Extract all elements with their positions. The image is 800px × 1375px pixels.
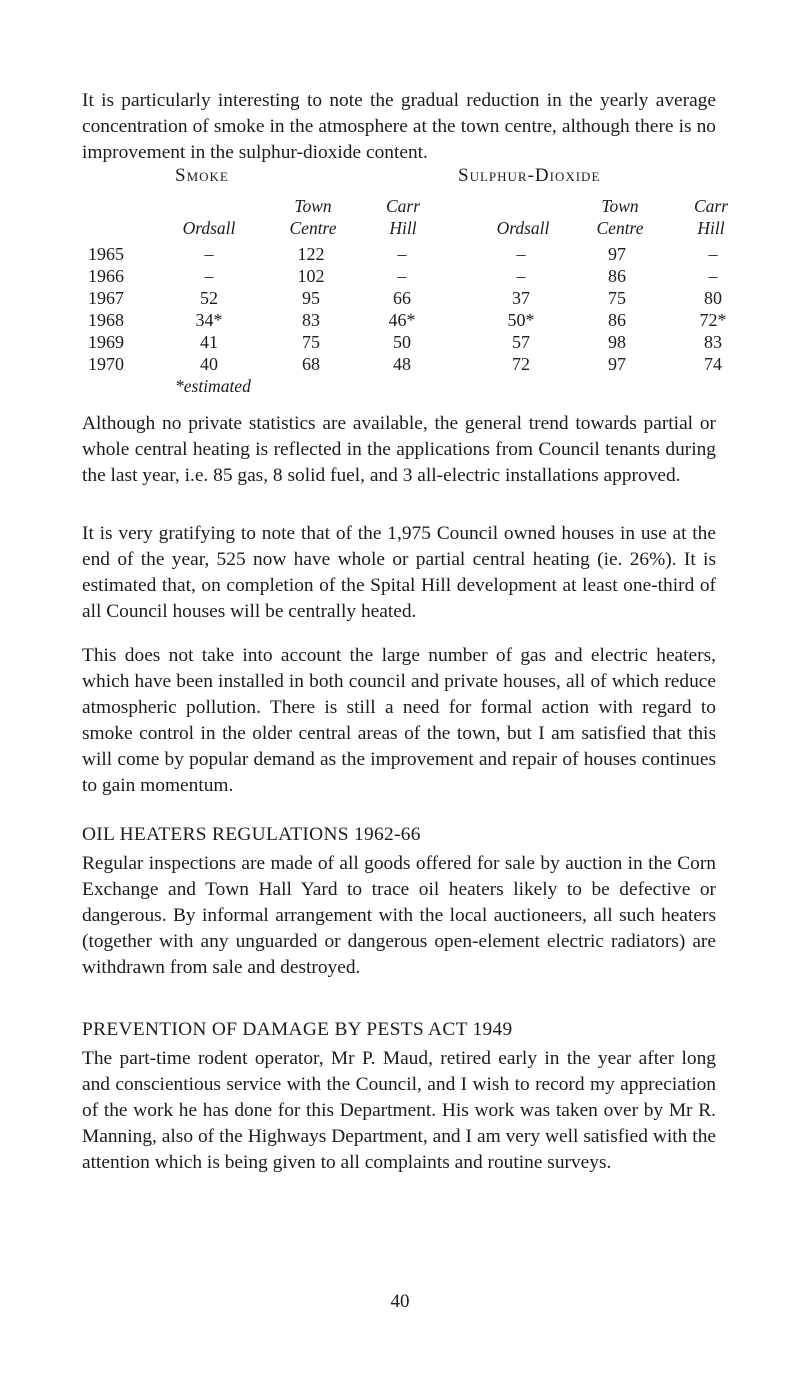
cell-smoke-ordsall: –: [204, 244, 214, 264]
cell-so2-ordsall: –: [516, 244, 526, 264]
cell-smoke-town: 68: [302, 354, 320, 374]
cell-smoke-town: 122: [297, 244, 325, 264]
cell-so2-ordsall: 57: [512, 332, 530, 352]
row-year: 1967: [88, 288, 124, 308]
cell-smoke-carr: 48: [393, 354, 411, 374]
oil-heaters-paragraph: Regular inspections are made of all goods offered for sale by auction in the Corn Exchange and Town Hall Yard to trace oil heaters likely to be defective or dangerous. By informal arrangement with the local auctioneers, all such heaters (together with any unguarded or dangerous open-element electric radiators) are withdrawn from sale and destroyed.: [82, 853, 716, 978]
cell-smoke-ordsall: 40: [200, 354, 218, 374]
cell-so2-town: 86: [608, 310, 626, 330]
cell-so2-town: 97: [608, 244, 626, 264]
cell-so2-ordsall: 37: [512, 288, 530, 308]
cell-so2-town: 75: [608, 288, 626, 308]
cell-smoke-ordsall: 41: [200, 332, 218, 352]
cell-so2-ordsall: 72: [512, 354, 530, 374]
col-header-smoke-carr-1: Carr: [385, 196, 421, 216]
col-header-so2-town-1: Town: [601, 196, 639, 216]
col-header-smoke-town-1: Town: [294, 196, 332, 216]
row-year: 1969: [88, 332, 124, 352]
cell-smoke-ordsall: 52: [200, 288, 218, 308]
cell-smoke-carr: 46*: [388, 310, 416, 330]
heading-pests-act: PREVENTION OF DAMAGE BY PESTS ACT 1949: [82, 1019, 513, 1040]
group-header-sulphur-dioxide: Sulphur-Dioxide: [458, 165, 601, 186]
heaters-paragraph: This does not take into account the large number of gas and electric heaters, which have been installed in both council and private houses, all of which reduce atmospheric pollution. There is still a need for formal action with regard to smoke control in the older central areas of the town, but I am satisfied that this will come by popular demand as the improvement and repair of houses continues to gain momentum.: [82, 645, 716, 796]
row-year: 1970: [88, 354, 124, 374]
cell-so2-carr: 74: [704, 354, 722, 374]
heating-paragraph: Although no private statistics are available, the general trend towards partial or whole central heating is reflected in the applications from Council tenants during the last year, i.e. 85 gas, 8 solid fuel, and 3 all-electric installations approved.: [82, 413, 716, 486]
cell-so2-carr: –: [708, 266, 718, 286]
col-header-so2-town-2: Centre: [596, 218, 644, 238]
page-number: 40: [390, 1291, 410, 1312]
cell-smoke-ordsall: –: [204, 266, 214, 286]
cell-smoke-carr: –: [397, 244, 407, 264]
cell-so2-ordsall: –: [516, 266, 526, 286]
cell-so2-carr: 72*: [699, 310, 727, 330]
row-year: 1968: [88, 310, 124, 330]
cell-smoke-ordsall: 34*: [195, 310, 223, 330]
cell-so2-town: 98: [608, 332, 626, 352]
cell-so2-carr: –: [708, 244, 718, 264]
cell-smoke-carr: –: [397, 266, 407, 286]
cell-smoke-carr: 66: [393, 288, 411, 308]
cell-so2-town: 86: [608, 266, 626, 286]
pests-paragraph: The part-time rodent operator, Mr P. Maud, retired early in the year after long and conscientious service with the Council, and I wish to record my appreciation of the work he has done for this Department. His work was taken over by Mr R. Manning, also of the Highways Department, and I am very well satisfied with the attention which is being given to all complaints and routine surveys.: [82, 1048, 716, 1173]
intro-paragraph: It is particularly interesting to note the gradual reduction in the yearly average concentration of smoke in the atmosphere at the town centre, although there is no improvement in the sulphur-dioxide content.: [82, 90, 716, 163]
col-header-smoke-carr-2: Hill: [389, 218, 417, 238]
cell-so2-carr: 83: [704, 332, 722, 352]
cell-smoke-carr: 50: [393, 332, 411, 352]
col-header-so2-carr-2: Hill: [697, 218, 725, 238]
cell-smoke-town: 95: [302, 288, 320, 308]
cell-so2-ordsall: 50*: [507, 310, 535, 330]
row-year: 1965: [88, 244, 124, 264]
cell-smoke-town: 75: [302, 332, 320, 352]
cell-so2-carr: 80: [704, 288, 722, 308]
cell-smoke-town: 83: [302, 310, 320, 330]
row-year: 1966: [88, 266, 124, 286]
col-header-so2-carr-1: Carr: [693, 196, 729, 216]
table-footnote: *estimated: [175, 376, 251, 396]
col-header-so2-ordsall: Ordsall: [496, 218, 550, 238]
col-header-smoke-ordsall: Ordsall: [182, 218, 236, 238]
heading-oil-heaters: OIL HEATERS REGULATIONS 1962-66: [82, 824, 421, 845]
cell-so2-town: 97: [608, 354, 626, 374]
col-header-smoke-town-2: Centre: [289, 218, 337, 238]
council-houses-paragraph: It is very gratifying to note that of the 1,975 Council owned houses in use at the end of the year, 525 now have whole or partial central heating (ie. 26%). It is estimated that, on completion of the Spital Hill development at least one-third of all Council houses will be centrally heated.: [82, 523, 716, 622]
cell-smoke-town: 102: [297, 266, 325, 286]
group-header-smoke: Smoke: [175, 165, 229, 186]
